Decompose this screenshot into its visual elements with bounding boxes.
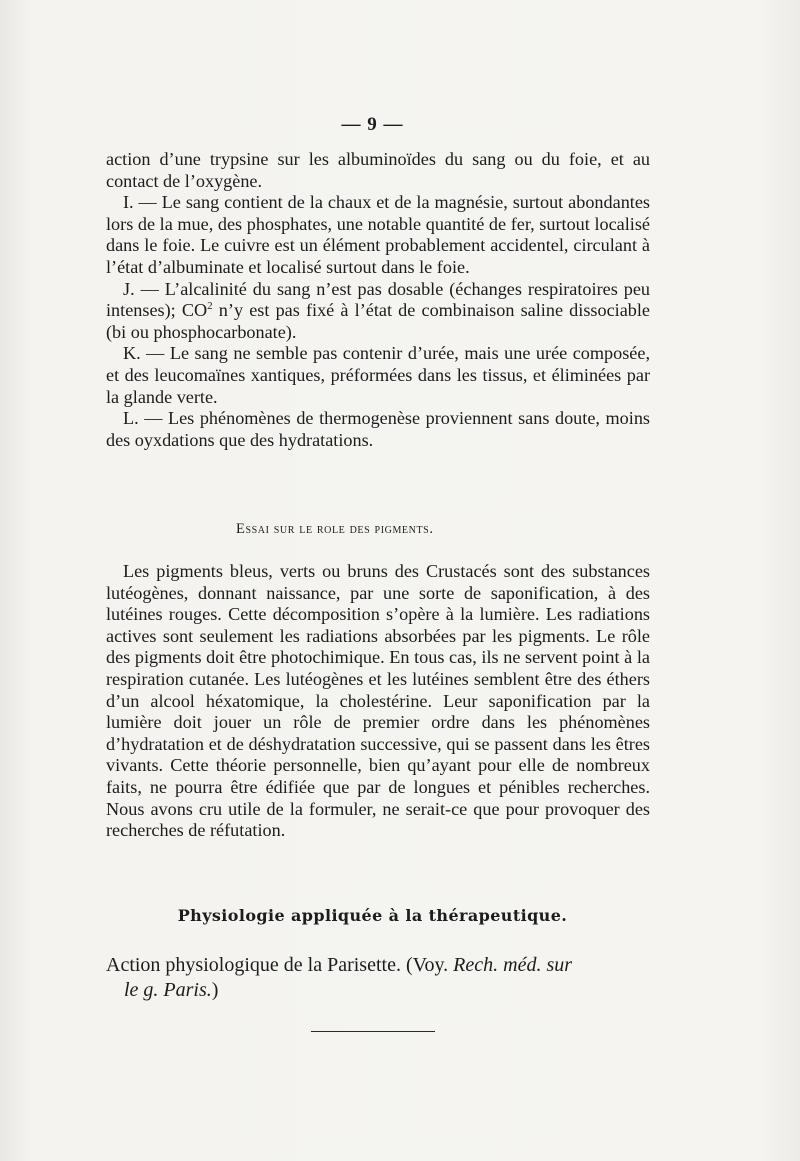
closing-rule xyxy=(311,1031,435,1032)
top-text-block xyxy=(106,149,650,451)
paragraph-J xyxy=(106,279,650,344)
paragraph-I: I. — Le sang contient de la chaux et de la magnésie, surtout abondantes lors de la mue, des phosphates, une notable quantité de fer, surtout localisé dans le foie. Le cuivre est un élément probablement accidentel, circulant à l’état d’albuminate et localisé surtout dans le foie. xyxy=(106,192,650,277)
paragraph-L: L. — Les phénomènes de thermogenèse proviennent sans doute, moins des oyxdations que des hydratations. xyxy=(106,408,650,450)
paragraph-J-superscript: 2 xyxy=(207,300,213,313)
action-line-text: Action physiologique de la Parisette. (Voy. xyxy=(106,954,454,976)
action-reference-italic-1: Rech. méd. sur xyxy=(453,954,573,976)
action-paragraph xyxy=(106,953,654,1003)
paragraph-J-text-after: n’y est pas fixé à l’état de combinaison saline dissociable (bi ou phosphocarbonate). xyxy=(106,300,650,342)
paragraph-essai: Les pigments bleus, verts ou bruns des Crustacés sont des substances lutéogènes, donnant naissance, par une sorte de saponification, à des lutéines rouges. Cette décomposition s’opère à la lumière. Les radiations actives sont seulement les radiations absorbées par les pigments. Le rôle des pigments doit être photochimique. En tous cas, ils ne servent point à la respiration cutanée. Les lutéogènes et les lutéines semblent être des éthers d’un alcool héxatomique, la cholestérine. Leur saponification par la lumière doit jouer un rôle de premier ordre dans les phénomènes d’hydratation et de déshydratation successive, qui se passent dans les êtres vivants. Cette théorie personnelle, bien qu’ayant pour elle de nombreux faits, ne pourra être édifiée que par de longues et pénibles recherches. Nous avons cru utile de la formuler, ne serait-ce que pour provoquer des recherches de réfutation. xyxy=(106,561,650,841)
essai-text-block xyxy=(106,561,650,842)
therapy-heading: Physiologie appliquée à la thérapeutique. xyxy=(177,906,568,925)
action-reference-italic-2: le g. Paris. xyxy=(124,979,212,1001)
paragraph-continuation: action d’une trypsine sur les albuminoïdes du sang ou du foie, et au contact de l’oxygène. xyxy=(106,149,650,191)
action-second-line xyxy=(106,978,654,1003)
essai-heading: Essai sur le role des pigments. xyxy=(236,521,434,537)
page-number: — 9 — xyxy=(341,114,404,135)
paragraph-K: K. — Le sang ne semble pas contenir d’urée, mais une urée composée, et des leucomaïnes xantiques, préformées dans les tissus, et éliminées par la glande verte. xyxy=(106,343,650,407)
action-close-paren: ) xyxy=(211,979,219,1001)
paragraph-J-text-before: J. — L’alcalinité du sang n’est pas dosable (échanges respiratoires peu intenses); CO xyxy=(106,278,650,321)
